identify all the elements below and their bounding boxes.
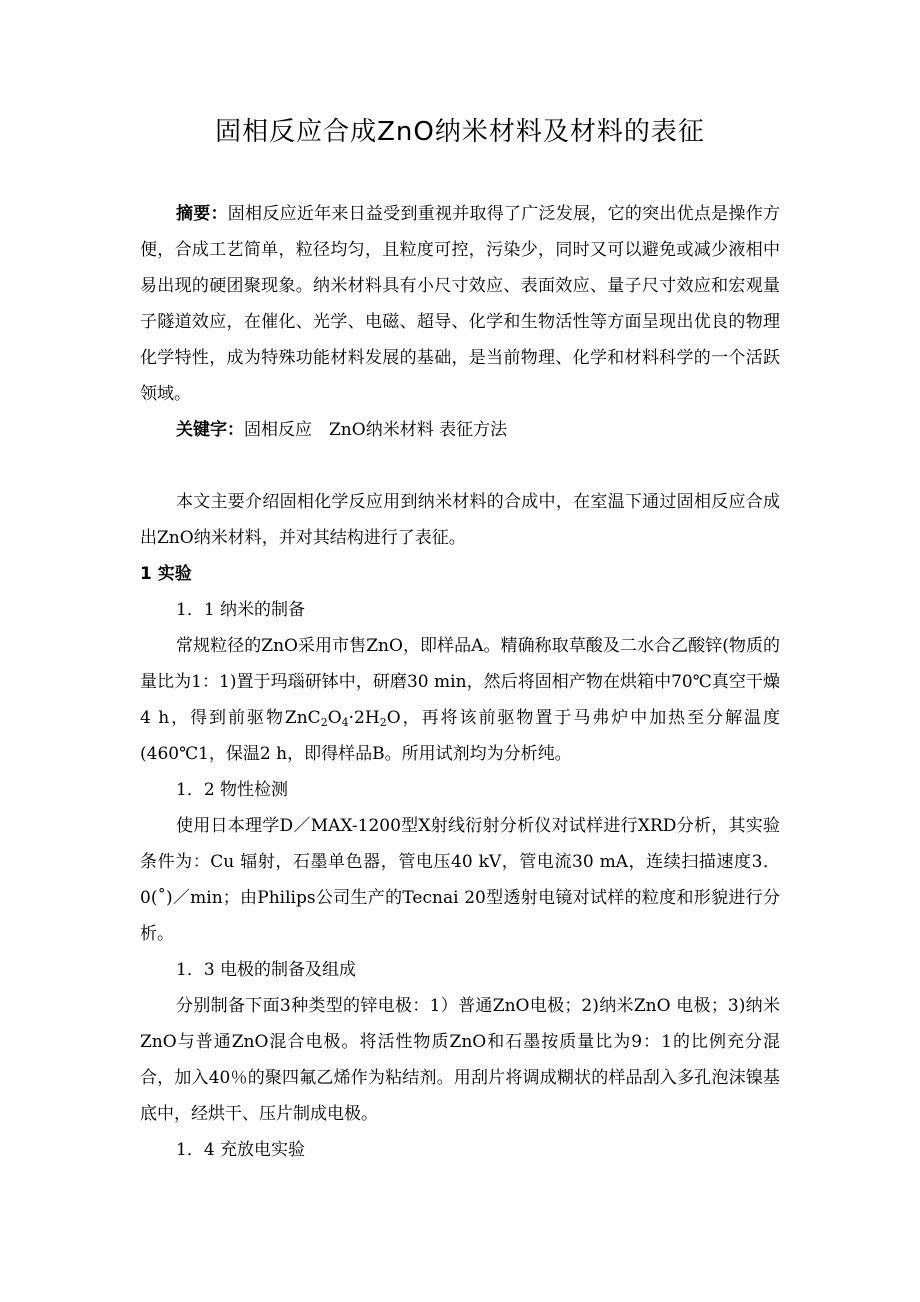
body-block: [140, 484, 780, 1168]
section-1-1-heading: 1．1 纳米的制备: [176, 600, 306, 620]
section-1-3-heading: 1．3 电极的制备及组成: [176, 960, 357, 980]
section-1-2-heading: 1．2 物性检测: [176, 780, 289, 800]
abstract-label: 摘要：: [176, 204, 228, 224]
section-1-4-heading: 1．4 充放电实验: [176, 1140, 306, 1160]
section-1-heading: 1 实验: [140, 564, 192, 584]
intro-paragraph: 本文主要介绍固相化学反应用到纳米材料的合成中，在室温下通过固相反应合成出ZnO纳米材料，并对其结构进行了表征。: [140, 492, 780, 548]
keywords-paragraph: [140, 412, 780, 448]
keywords-label: 关键字：: [176, 420, 244, 440]
section-1-3-paragraph: 分别制备下面3种类型的锌电极：1）普通ZnO电极；2)纳米ZnO 电极；3)纳米ZnO与普通ZnO混合电极。将活性物质ZnO和石墨按质量比为9：1的比例充分混合，加入40％的聚四氟乙烯作为粘结剂。用刮片将调成糊状的样品刮入多孔泡沫镍基底中，经烘干、压片制成电极。: [140, 996, 780, 1124]
section-1-2-paragraph: 使用日本理学D／MAX-1200型X射线衍射分析仪对试样进行XRD分析，其实验条件为：Cu 辐射，石墨单色器，管电压40 kV，管电流30 mA，连续扫描速度3．0(˚)／min；由Philips公司生产的Tecnai 20型透射电镜对试样的粒度和形貌进行分析。: [140, 816, 780, 944]
keywords-text: 固相反应 ZnO纳米材料 表征方法: [244, 420, 508, 440]
document-title: 固相反应合成ZnO纳米材料及材料的表征: [215, 117, 705, 147]
abstract-block: [140, 196, 780, 448]
abstract-text: 固相反应近年来日益受到重视并取得了广泛发展，它的突出优点是操作方便，合成工艺简单，粒径均匀，且粒度可控，污染少，同时又可以避免或减少液相中易出现的硬团聚现象。纳米材料具有小尺寸效应、表面效应、量子尺寸效应和宏观量子隧道效应，在催化、光学、电磁、超导、化学和生物活性等方面呈现出优良的物理化学特性，成为特殊功能材料发展的基础，是当前物理、化学和材料科学的一个活跃领域。: [140, 204, 781, 404]
section-1-1-paragraph: 常规粒径的ZnO采用市售ZnO，即样品A。精确称取草酸及二水合乙酸锌(物质的量比为1：1)置于玛瑙研钵中，研磨30 min，然后将固相产物在烘箱中70℃真空干燥4 h，得到前驱物$ZnC_2O_4\cdot 2H_2O$，再将该前驱物置于马弗炉中加热至分解温度(460℃1，保温2 h，即得样品B。所用试剂均为分析纯。: [140, 636, 781, 764]
abstract-paragraph: [140, 196, 780, 412]
